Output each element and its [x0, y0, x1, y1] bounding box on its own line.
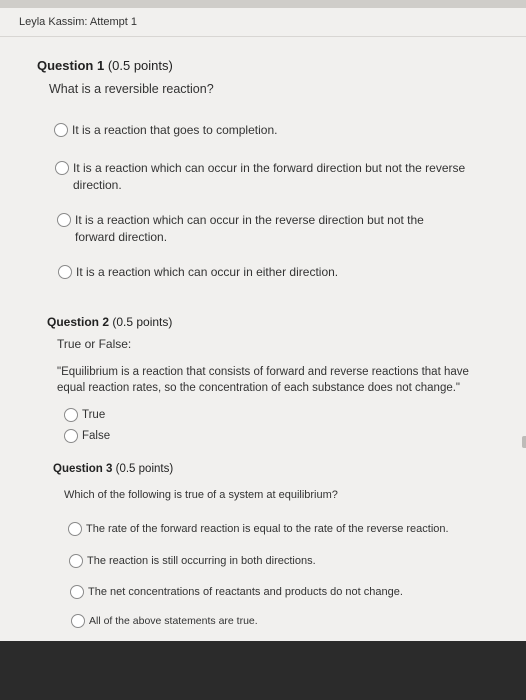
q1-option-4-label: It is a reaction which can occur in either direction. [76, 265, 339, 279]
question-3-number: Question 3 [53, 463, 113, 475]
radio-button[interactable] [57, 213, 71, 227]
q3-option-3[interactable] [70, 584, 490, 601]
student-attempt-label: Leyla Kassim: Attempt 1 [19, 16, 137, 28]
q2-option-true-label: True [82, 409, 106, 421]
question-1-number: Question 1 [37, 58, 105, 73]
scroll-edge-marker [522, 436, 526, 448]
q2-option-true[interactable] [64, 407, 105, 424]
q1-option-2-label: It is a reaction which can occur in the forward direction but not the reverse direction. [73, 161, 466, 192]
question-1-points: (0.5 points) [107, 58, 173, 73]
q2-option-false-label: False [82, 430, 111, 442]
question-3-points: (0.5 points) [115, 463, 174, 475]
q3-option-2[interactable] [69, 553, 489, 570]
radio-button[interactable] [64, 429, 78, 443]
q1-option-3[interactable] [57, 212, 427, 246]
radio-button[interactable] [68, 522, 82, 536]
q3-option-4[interactable] [71, 613, 491, 630]
radio-button[interactable] [54, 123, 68, 137]
q3-option-3-label: The net concentrations of reactants and products do not change. [88, 586, 403, 598]
radio-button[interactable] [71, 614, 85, 628]
q1-option-4[interactable] [58, 264, 478, 281]
header-divider [0, 36, 526, 37]
question-3-title [53, 463, 173, 475]
q3-option-1-label: The rate of the forward reaction is equal to the rate of the reverse reaction. [86, 523, 449, 535]
question-2-title [47, 315, 172, 329]
question-2-quote: "Equilibrium is a reaction that consists of forward and reverse reactions that have equal reaction rates, so the concentration of each substance does not change." [57, 366, 469, 394]
q1-option-1-label: It is a reaction that goes to completion. [72, 123, 278, 137]
radio-button[interactable] [69, 554, 83, 568]
radio-button[interactable] [64, 408, 78, 422]
question-3-prompt: Which of the following is true of a system at equilibrium? [64, 489, 338, 501]
q1-option-1[interactable] [54, 122, 474, 139]
question-1-prompt: What is a reversible reaction? [49, 82, 214, 96]
radio-button[interactable] [58, 265, 72, 279]
q1-option-2[interactable] [55, 160, 473, 194]
question-2-prompt: True or False: [57, 337, 132, 351]
q2-option-false[interactable] [64, 428, 110, 445]
q3-option-1[interactable] [68, 521, 488, 538]
question-2-number: Question 2 [47, 315, 110, 329]
q1-option-3-label: It is a reaction which can occur in the reverse direction but not the forward direction. [75, 213, 424, 244]
cropped-title-strip [0, 0, 526, 8]
q3-option-4-label: All of the above statements are true. [89, 615, 258, 627]
monitor-bezel [0, 641, 526, 700]
question-1-title [37, 58, 173, 73]
radio-button[interactable] [55, 161, 69, 175]
question-2-points: (0.5 points) [112, 315, 173, 329]
radio-button[interactable] [70, 585, 84, 599]
q3-option-2-label: The reaction is still occurring in both directions. [87, 555, 316, 567]
